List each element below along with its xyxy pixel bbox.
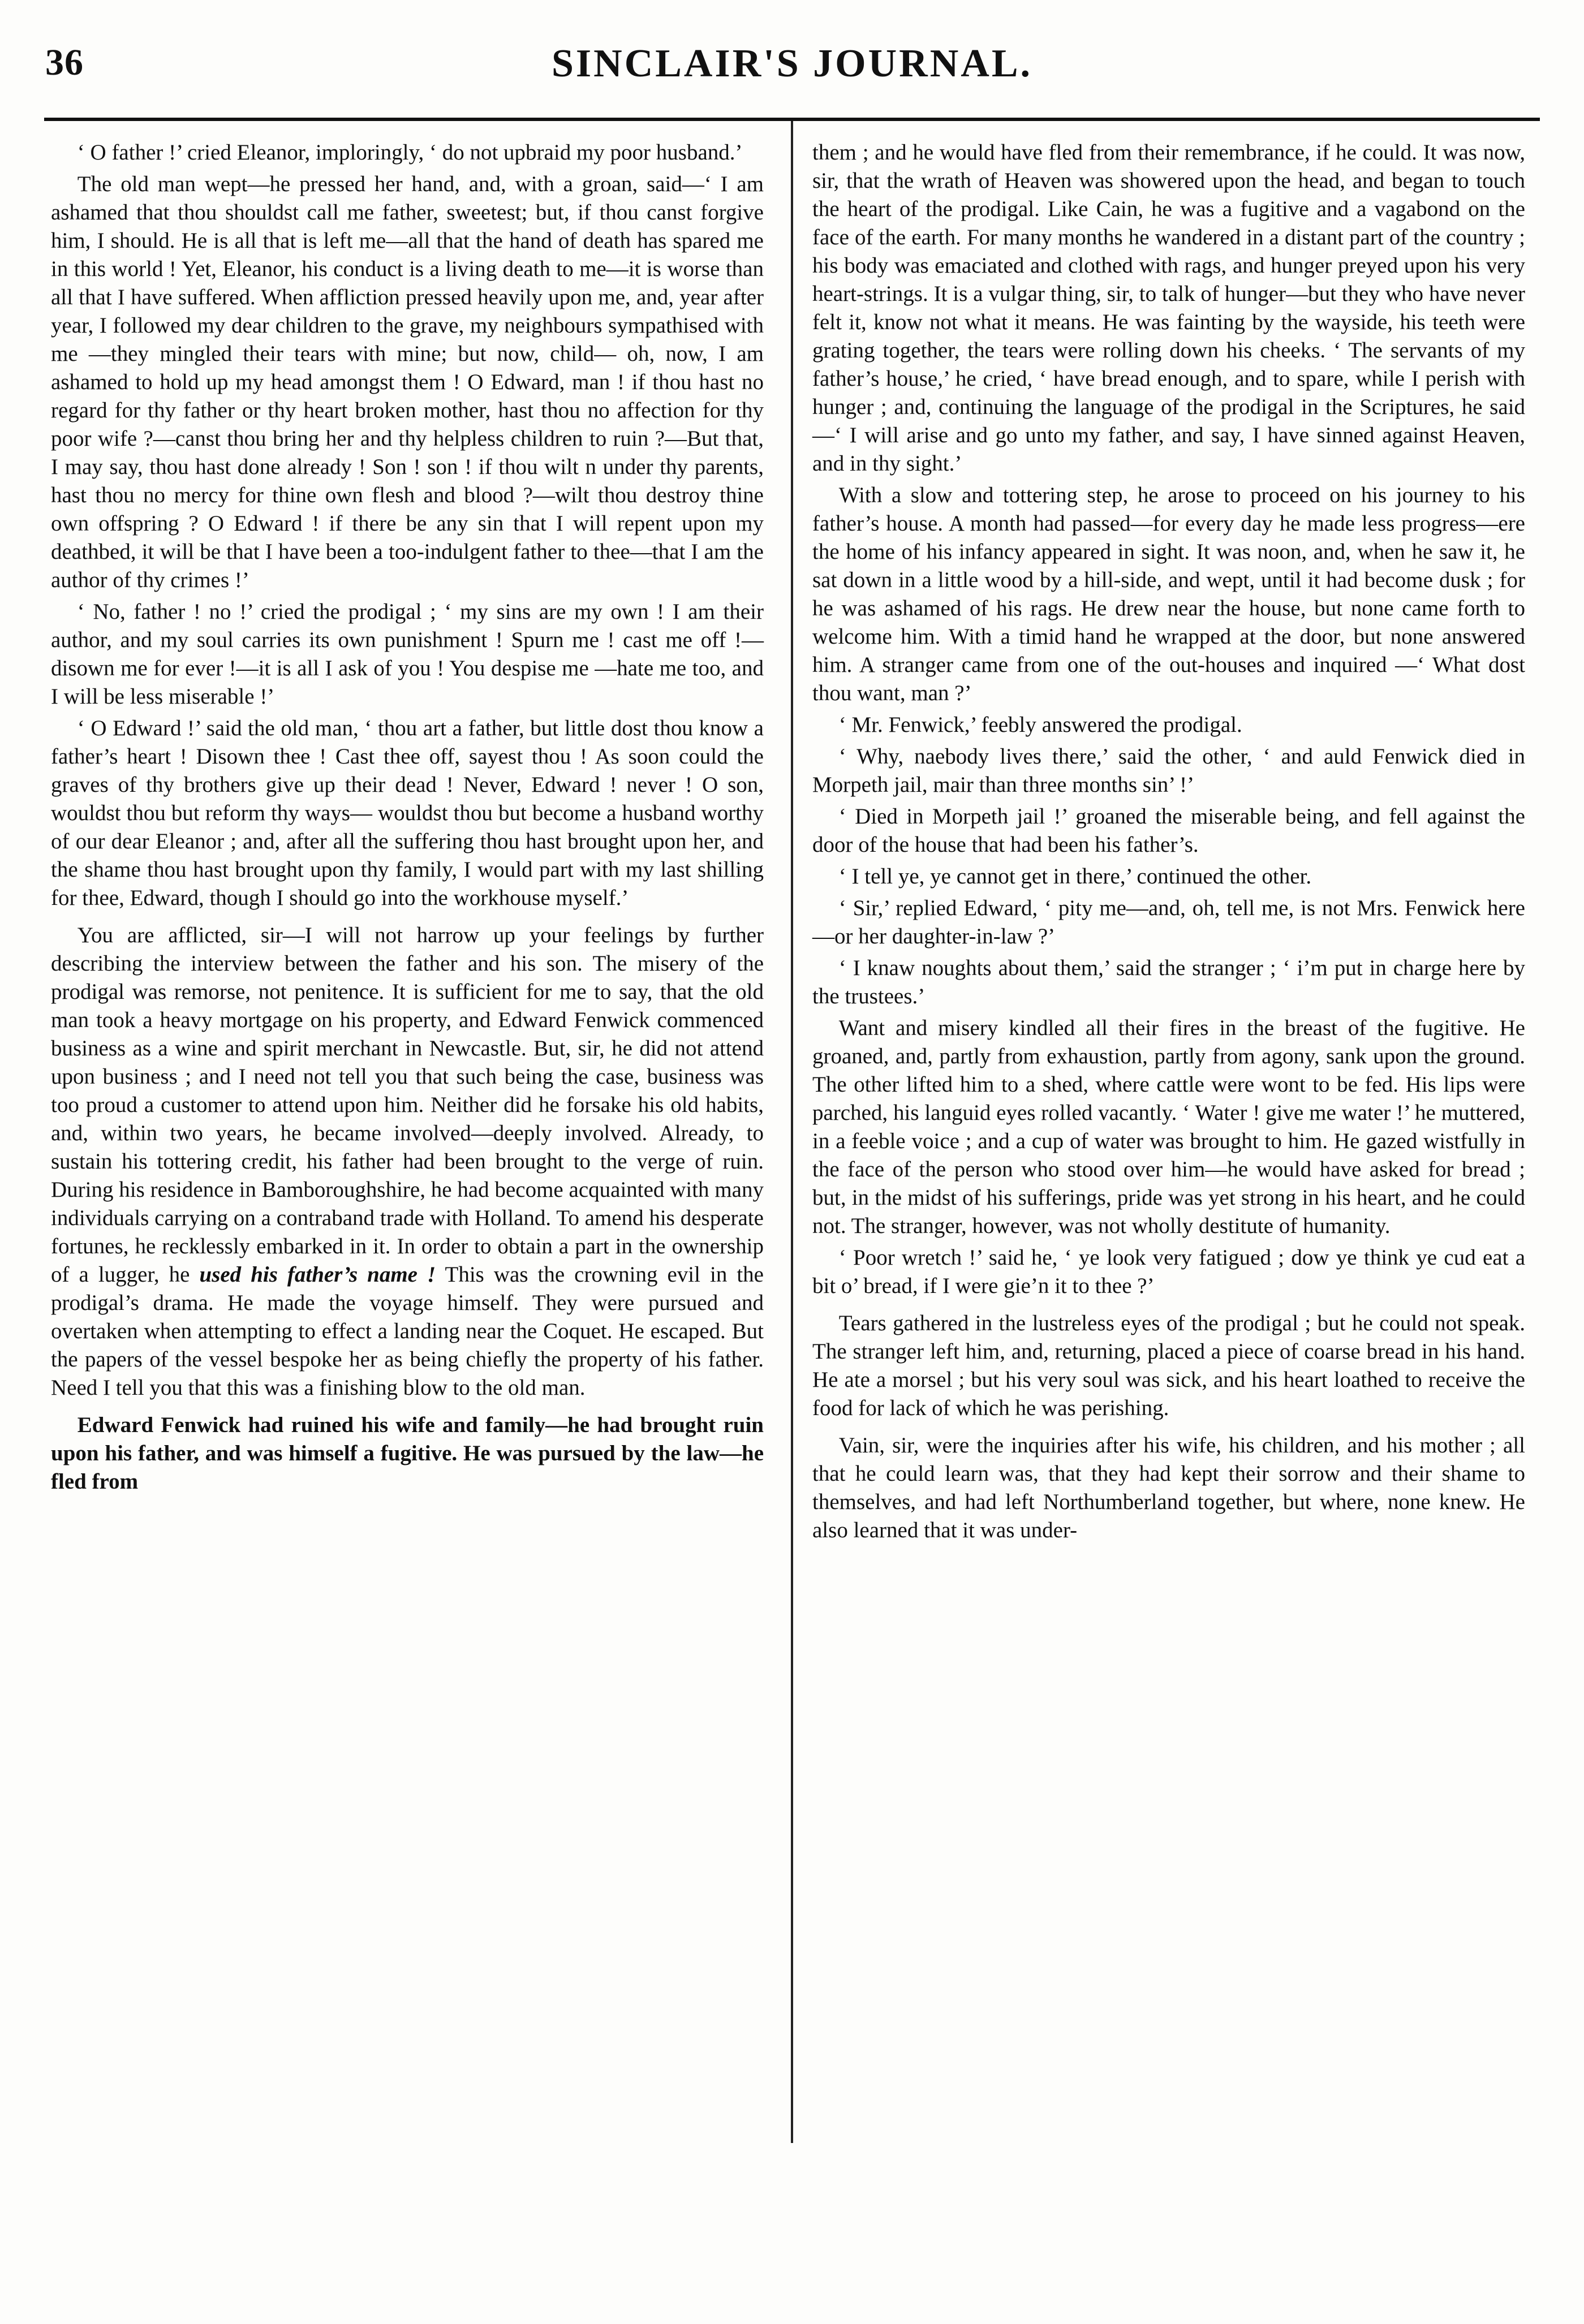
column-divider <box>791 121 793 2143</box>
right-column <box>812 139 1525 1548</box>
paragraph: ‘ Sir,’ replied Edward, ‘ pity me—and, oh, tell me, is not Mrs. Fenwick here—or her daughter-in-law ?’ <box>812 896 1525 948</box>
paragraph: them ; and he would have fled from their remembrance, if he could. It was now, sir, that the wrath of Heaven was showered upon the head, and began to touch the heart of the prodigal. Like Cain, he was a fugitive and a vagabond on the face of the earth. For many months he wandered in a distant part of the country ; his body was emaciated and clothed with rags, and hunger preyed upon his very heart-strings. It is a vulgar thing, sir, to talk of hunger—but they who have never felt it, know not what it means. He was fainting by the wayside, his teeth were grating together, the tears were rolling down his cheeks. ‘ The servants of my father’s house,’ he cried, ‘ have bread enough, and to spare, while I perish with hunger ; and, continuing the language of the prodigal in the Scriptures, he said—‘ I will arise and go unto my father, and say, I have sinned against Heaven, and in thy sight.’ <box>812 140 1525 476</box>
paragraph-text: You are afflicted, sir—I will not harrow up your feelings by further describing the interview between the father and his son. The misery of the prodigal was remorse, not penitence. It is sufficient for me to say, that the old man took a heavy mortgage on his property, and Edward Fenwick commenced business as a wine and spirit merchant in Newcastle. But, sir, he did not attend upon business ; and I need not tell you that such being the case, business was too proud a customer to attend upon him. Neither did he forsake his old habits, and, within two years, he became involved—deeply involved. Already, to sustain his tottering credit, his father had been brought to the verge of ruin. During his residence in Bamboroughshire, he had become acquainted with many individuals carrying on a contraband trade with Holland. To amend his desperate fortunes, he recklessly embarked in it. In order to obtain a part in the ownership of a lugger, he <box>51 923 764 1287</box>
paragraph: ‘ Poor wretch !’ said he, ‘ ye look very fatigued ; dow ye think ye cud eat a bit o’ bread, if I were gie’n it to thee ?’ <box>812 1245 1525 1298</box>
paragraph: ‘ I tell ye, ye cannot get in there,’ continued the other. <box>838 864 1312 889</box>
paragraph: ‘ Mr. Fenwick,’ feebly answered the prodigal. <box>838 713 1242 737</box>
paragraph: ‘ No, father ! no !’ cried the prodigal ; ‘ my sins are my own ! I am their author, and my soul carries its own punishment ! Spurn me ! cast me off !—disown me for ever !—it is all I ask of you ! You despise me —hate me too, and I will be less miserable !’ <box>51 600 764 709</box>
paragraph: Edward Fenwick had ruined his wife and family—he had brought ruin upon his father, and was himself a fugitive. He was pursued by the law—he fled from <box>51 1413 764 1494</box>
paragraph: The old man wept—he pressed her hand, and, with a groan, said—‘ I am ashamed that thou shouldst call me father, sweetest; but, if thou canst forgive him, I should. He is all that is left me—all that the hand of death has spared me in this world ! Yet, Eleanor, his conduct is a living death to me—it is worse than all that I have suffered. When affliction pressed heavily upon me, and, year after year, I followed my dear children to the grave, my neighbours sympathised with me —they mingled their tears with mine; but now, child— oh, now, I am ashamed to hold up my head amongst them ! O Edward, man ! if thou hast no regard for thy father or thy heart broken mother, hast thou no affection for thy poor wife ?—canst thou bring her and thy helpless children to ruin ?—But that, I may say, thou hast done already ! Son ! son ! if thou wilt n under thy parents, hast thou no mercy for thine own flesh and blood ?—wilt thou destroy thine own offspring ? O Edward ! if there be any sin that I will repent upon my deathbed, it will be that I have been a too-indulgent father to thee—that I am the author of thy crimes !’ <box>51 172 764 592</box>
page-number: 36 <box>45 42 84 83</box>
paragraph: ‘ Why, naebody lives there,’ said the other, ‘ and auld Fenwick died in Morpeth jail, mair than three months sin’ !’ <box>812 744 1525 797</box>
paragraph: ‘ O father !’ cried Eleanor, imploringly, ‘ do not upbraid my poor husband.’ <box>77 140 743 165</box>
running-head-title: SINCLAIR'S JOURNAL. <box>551 42 1033 85</box>
paragraph: ‘ I knaw noughts about them,’ said the stranger ; ‘ i’m put in charge here by the trustees.’ <box>812 956 1525 1008</box>
paragraph: Tears gathered in the lustreless eyes of the prodigal ; but he could not speak. The stranger left him, and, returning, placed a piece of coarse bread in his hand. He ate a morsel ; but his very soul was sick, and his heart loathed to receive the food for lack of which he was perishing. <box>812 1311 1525 1420</box>
paragraph <box>51 921 764 1402</box>
italic-phrase: used his father’s name ! <box>199 1262 436 1287</box>
paragraph: Vain, sir, were the inquiries after his wife, his children, and his mother ; all that he could learn was, that they had kept their sorrow and their shame to themselves, and had left Northumberland together, but where, none knew. He also learned that it was under- <box>812 1433 1525 1542</box>
paragraph: ‘ O Edward !’ said the old man, ‘ thou art a father, but little dost thou know a father’s heart ! Disown thee ! Cast thee off, sayest thou ! As soon could the graves of thy brothers give up their dead ! Never, Edward ! never ! O son, wouldst thou but reform thy ways— wouldst thou but become a husband worthy of our dear Eleanor ; and, after all the suffering thou hast brought upon her, and the shame thou hast brought upon thy family, I would part with my last shilling for thee, Edward, though I should go into the workhouse myself.’ <box>51 716 764 910</box>
paragraph: With a slow and tottering step, he arose to proceed on his journey to his father’s house. A month had passed—for every day he made less progress—ere the home of his infancy appeared in sight. It was noon, and, when he saw it, he sat down in a little wood by a hill-side, and wept, until it had become dusk ; for he was ashamed of his rags. He drew near the house, but none came forth to welcome him. With a timid hand he wrapped at the door, but none answered him. A stranger came from one of the out-houses and inquired —‘ What dost thou want, man ?’ <box>812 483 1525 705</box>
paragraph-text: This was the crowning evil in the prodigal’s drama. He made the voyage himself. They were pursued and overtaken when attempting to effect a landing near the Coquet. He escaped. But the papers of the vessel bespoke her as being chiefly the property of his father. Need I tell you that this was a finishing blow to the old man. <box>51 1262 764 1400</box>
paragraph: ‘ Died in Morpeth jail !’ groaned the miserable being, and fell against the door of the house that had been his father’s. <box>812 804 1525 857</box>
left-column <box>51 139 764 1499</box>
paragraph: Want and misery kindled all their fires in the breast of the fugitive. He groaned, and, partly from exhaustion, partly from agony, sank upon the ground. The other lifted him to a shed, where cattle were wont to be fed. His lips were parched, his languid eyes rolled vacantly. ‘ Water ! give me water !’ he muttered, in a feeble voice ; and a cup of water was brought to him. He gazed wistfully in the face of the person who stood over him—he would have asked for bread ; but, in the midst of his sufferings, pride was yet strong in his heart, and he could not. The stranger, however, was not wholly destitute of humanity. <box>812 1016 1525 1238</box>
